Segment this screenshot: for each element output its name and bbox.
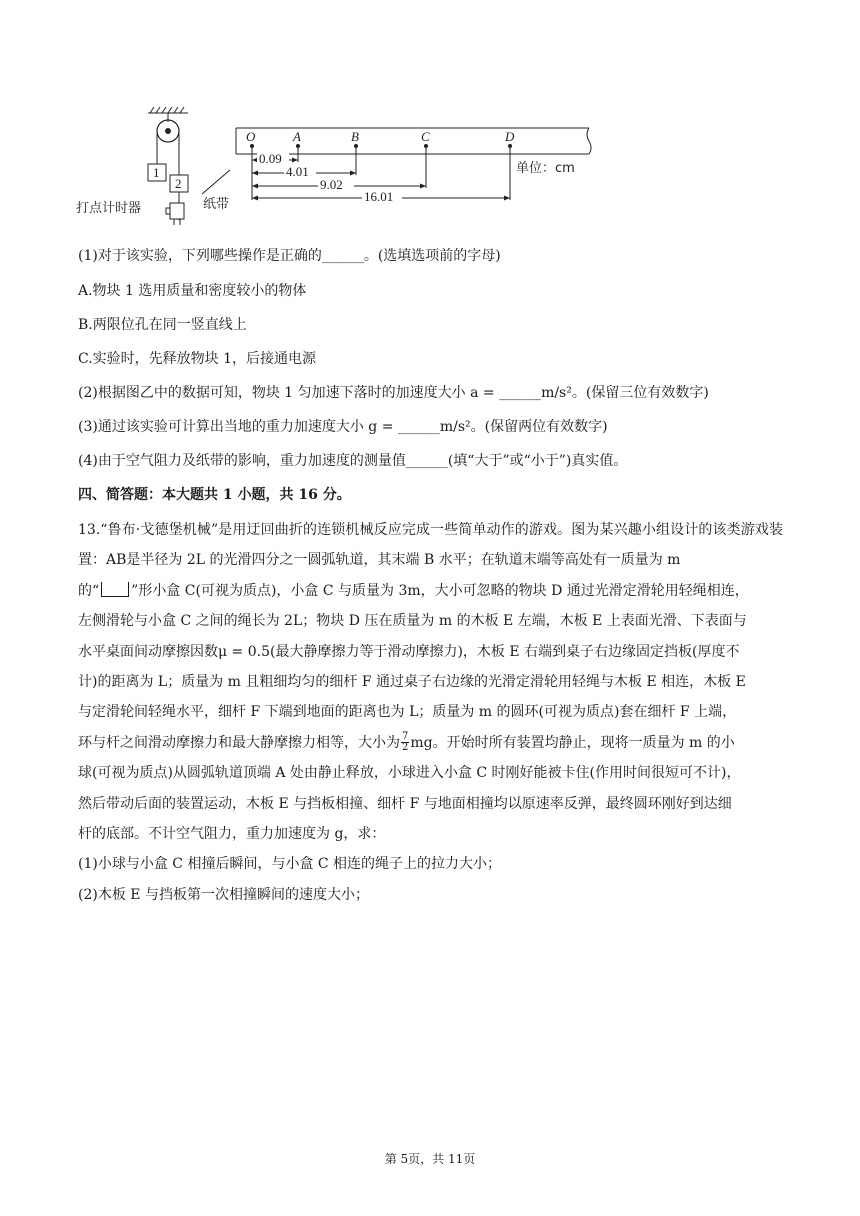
- block-2-label: 2: [175, 176, 182, 191]
- section-4-heading: 四、简答题：本大题共 1 小题，共 16 分。: [78, 487, 351, 503]
- block-1-label: 1: [153, 165, 160, 180]
- q13-line-2-start: 的“: [78, 582, 100, 599]
- option-c: C.实验时，先释放物块 1，后接通电源: [78, 351, 317, 367]
- q13-sub-1: (1)小球与小盒 C 相撞后瞬间，与小盒 C 相连的绳子上的拉力大小；: [78, 856, 502, 873]
- tape-dots: [250, 144, 512, 148]
- fraction-denominator: 2: [402, 742, 409, 754]
- point-label-C: C: [421, 129, 430, 144]
- q13-line-2-end: ”形小盒 C(可视为质点)，小盒 C 与质量为 3m，大小可忽略的物块 D 通过光滑定滑轮用轻绳相连，: [131, 582, 749, 599]
- option-a: A.物块 1 选用质量和密度较小的物体: [78, 283, 307, 299]
- q13-line-1: 13.“鲁布·戈德堡机械”是用迂回曲折的连锁机械反应完成一些简单动作的游戏。图为某兴趣小组设计的该类游戏装置：AB是半径为 2L 的光滑四分之一圆弧轨道，其末端 B 水平；在轨道末端等高处有一质量为 m: [78, 522, 783, 569]
- q13-line-7-end: mg。开始时所有装置均静止，现将一质量为 m 的小: [410, 734, 735, 751]
- distance-OD: 16.01: [364, 189, 394, 204]
- fraction-seven-halves: [401, 732, 409, 753]
- paper-tape: [236, 128, 591, 154]
- q13-line-6: 与定滑轮间轻绳水平，细杆 F 下端到地面的距离也为 L；质量为 m 的圆环(可视为质点)套在细杆 F 上端，: [78, 704, 737, 721]
- question-3: (3)通过该实验可计算出当地的重力加速度大小 g = ______m/s²。(保留两位有效数字): [78, 419, 608, 435]
- q13-line-2: [78, 576, 783, 606]
- q13-line-3: 左侧滑轮与小盒 C 之间的绳长为 2L；物块 D 压在质量为 m 的木板 E 左端，木板 E 上表面光滑、下表面与: [78, 613, 747, 630]
- experiment-figure: [70, 100, 630, 225]
- question-4: (4)由于空气阻力及纸带的影响，重力加速度的测量值______(填“大于”或“小于”)真实值。: [78, 453, 628, 469]
- option-b: B.两限位孔在同一竖直线上: [78, 317, 247, 333]
- distance-OA: 0.09: [259, 151, 282, 166]
- point-label-B: B: [351, 129, 359, 144]
- question-1: (1)对于该实验，下列哪些操作是正确的______。(选填选项前的字母): [78, 248, 501, 264]
- q13-line-5: 计)的距离为 L；质量为 m 且粗细均匀的细杆 F 通过桌子右边缘的光滑定滑轮用轻绳与木板 E 相连，木板 E: [78, 674, 746, 691]
- tape-label: 纸带: [203, 197, 230, 212]
- distance-OC: 9.02: [320, 177, 343, 192]
- page-footer: 第 5页，共 11页: [384, 1152, 476, 1166]
- unit-label: 单位：cm: [516, 161, 575, 176]
- q13-line-10: 杆的底部。不计空气阻力，重力加速度为 g，求：: [78, 826, 386, 843]
- q13-line-7: [78, 728, 783, 758]
- point-label-D: D: [505, 129, 515, 144]
- question-2: (2)根据图乙中的数据可知，物块 1 匀加速下落时的加速度大小 a = ______m/s²。(保留三位有效数字): [78, 385, 709, 401]
- q13-line-8: 球(可视为质点)从圆弧轨道顶端 A 处由静止释放，小球进入小盒 C 时刚好能被卡住(作用时间很短可不计)，: [78, 765, 741, 782]
- apparatus-and-tape-diagram: [70, 100, 630, 225]
- q13-line-9: 然后带动后面的装置运动，木板 E 与挡板相撞、细杆 F 与地面相撞均以原速率反弹，最终圆环刚好到达细: [78, 795, 732, 812]
- box-shape-icon: [101, 582, 129, 597]
- point-label-A: A: [293, 129, 301, 144]
- q13-sub-2: (2)木板 E 与挡板第一次相撞瞬间的速度大小；: [78, 886, 369, 903]
- pulley: [157, 120, 179, 142]
- tape-pointer-line: [202, 170, 230, 194]
- timer-device: [166, 203, 184, 225]
- timer-label: 打点计时器: [76, 201, 142, 216]
- distance-OB: 4.01: [286, 164, 309, 179]
- q13-line-7-start: 环与杆之间滑动摩擦力和最大静摩擦力相等，大小为: [78, 734, 400, 751]
- q13-line-4: 水平桌面间动摩擦因数μ = 0.5(最大静摩擦力等于滑动摩擦力)，木板 E 右端到桌子右边缘固定挡板(厚度不: [78, 643, 740, 660]
- point-label-O: O: [246, 129, 256, 144]
- fraction-numerator: 7: [402, 731, 409, 743]
- question-13-body: [78, 515, 783, 910]
